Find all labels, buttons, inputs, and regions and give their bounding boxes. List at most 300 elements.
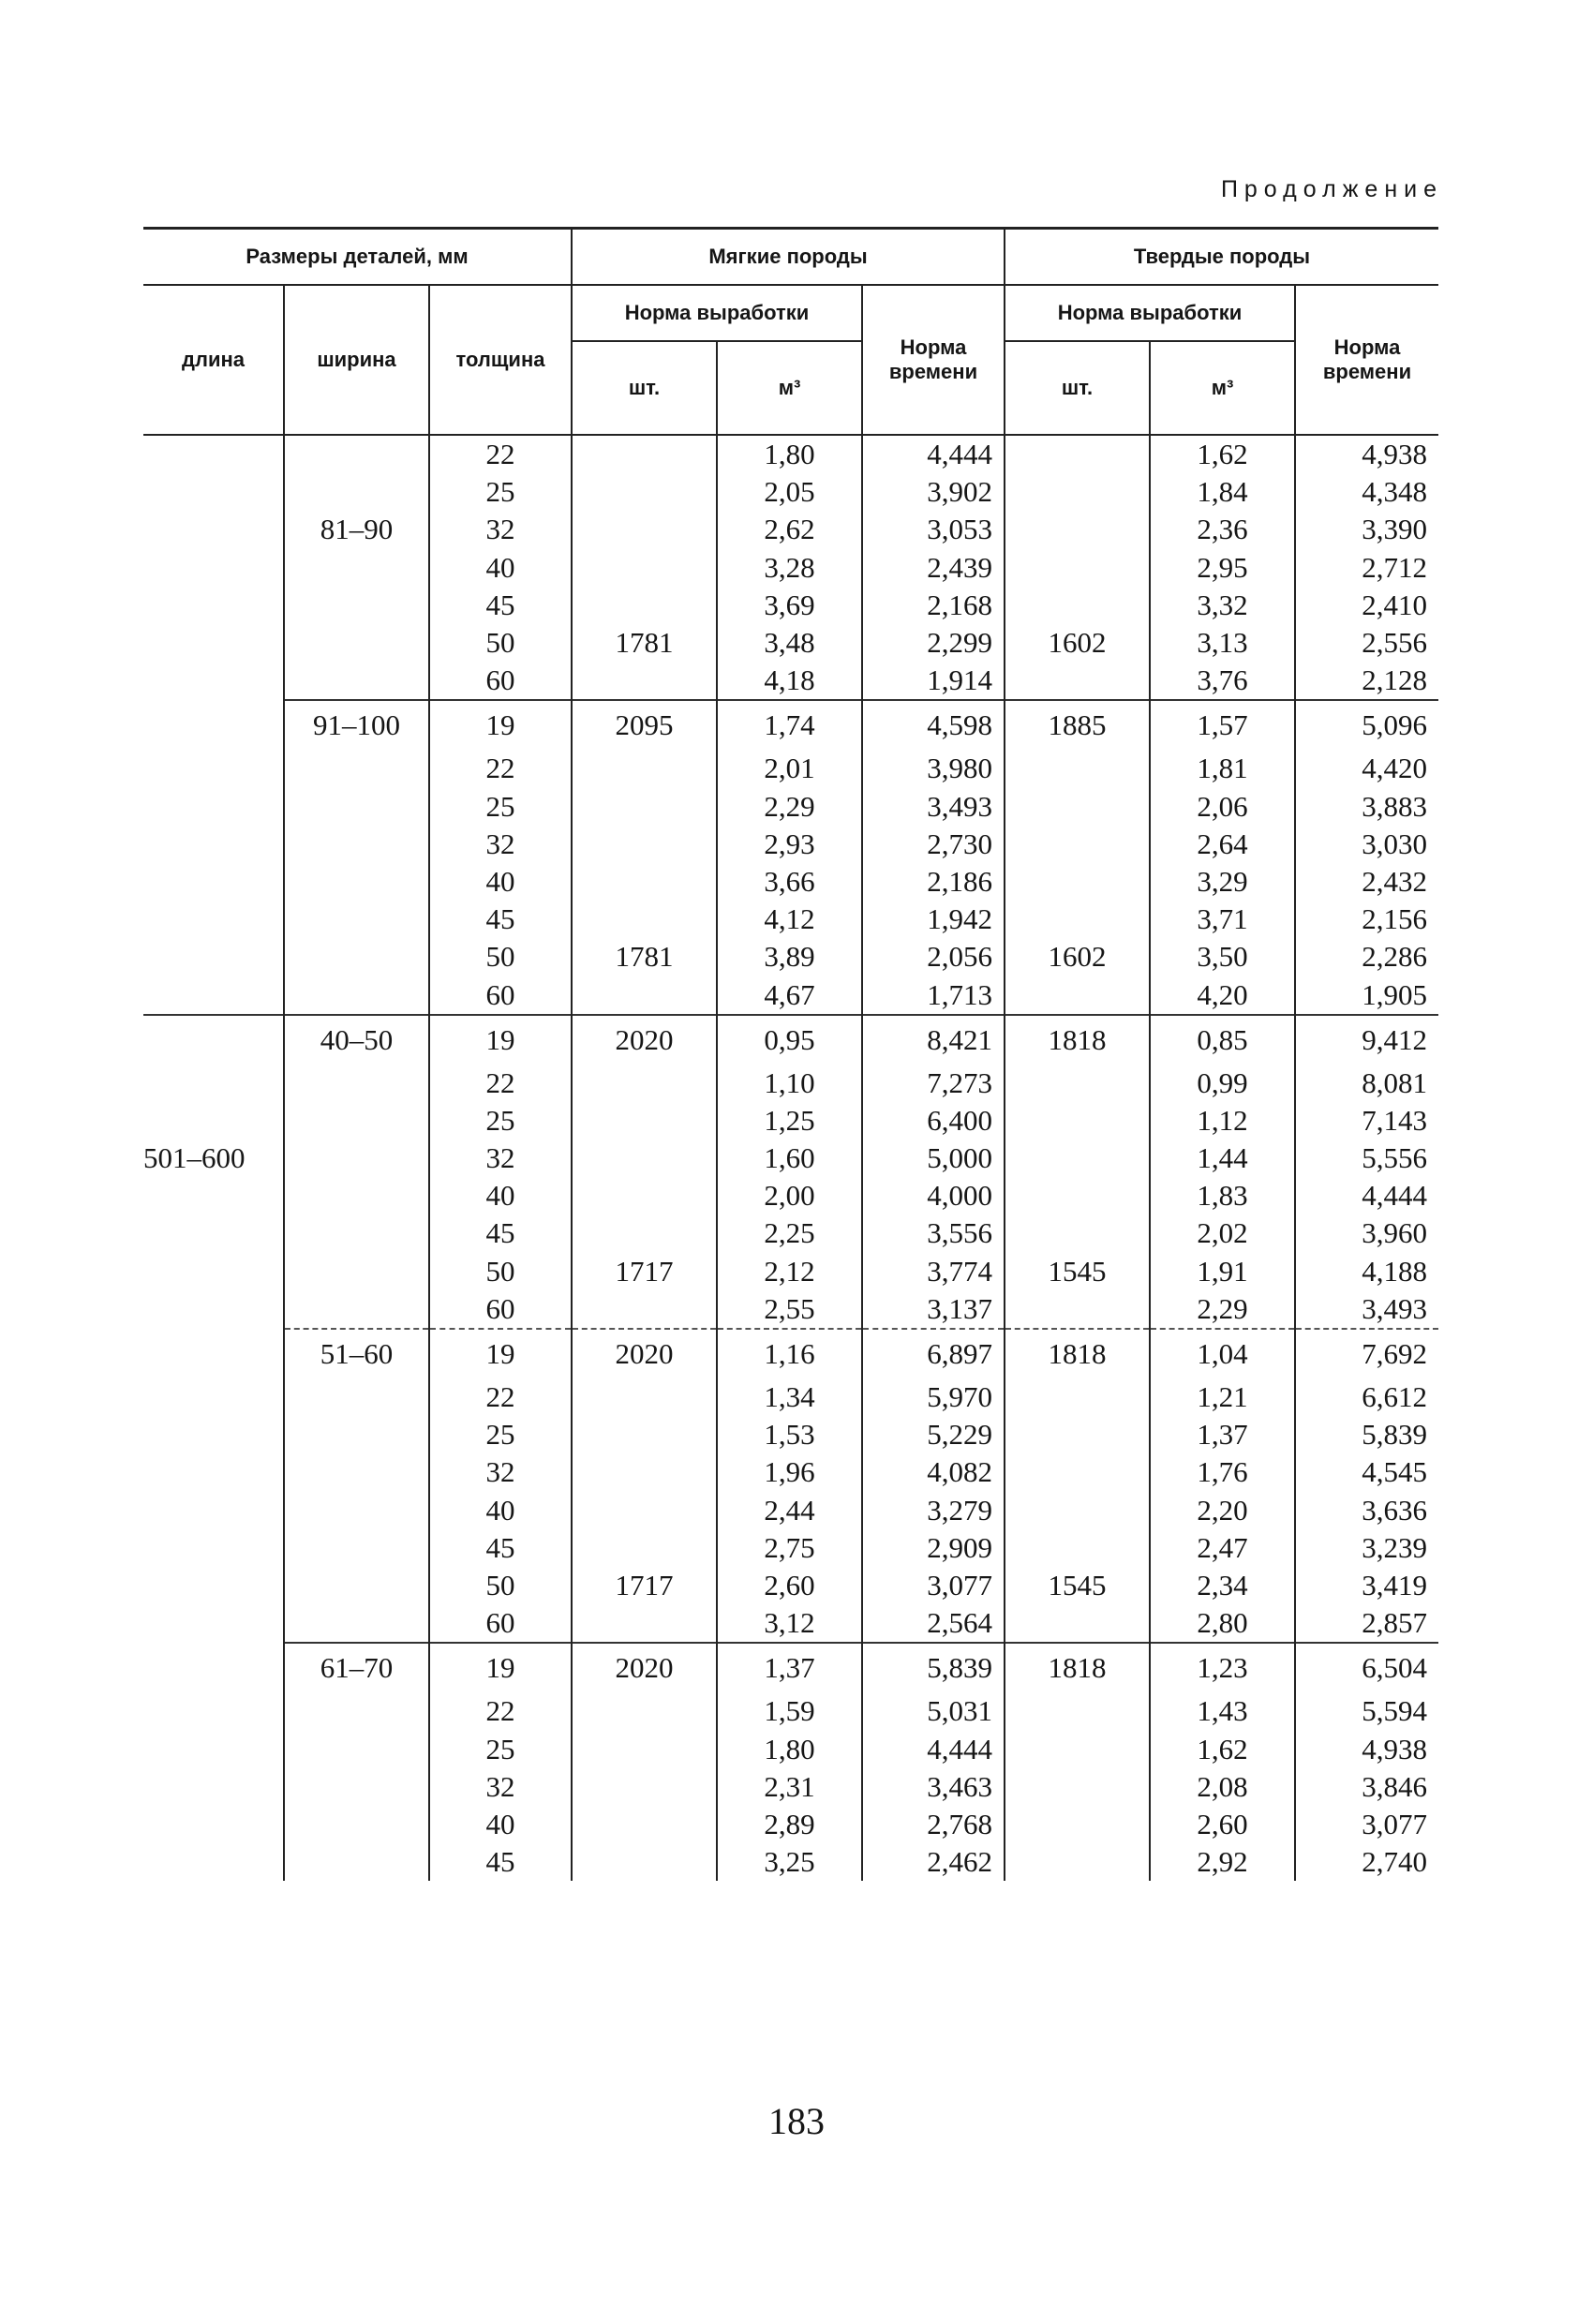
table-row (143, 1692, 1438, 1730)
table-row (143, 1378, 1438, 1416)
cell-hard-m3: 0,85 (1150, 1015, 1295, 1065)
cell-width: 51–60 (284, 1329, 429, 1378)
table-row (143, 1453, 1438, 1491)
cell-hard-time-norm: 4,938 (1295, 1730, 1438, 1767)
cell-hard-pcs (1005, 1102, 1150, 1140)
cell-soft-pcs (572, 473, 717, 511)
cell-thickness: 19 (429, 1015, 572, 1065)
cell-hard-m3: 4,20 (1150, 976, 1295, 1014)
cell-thickness: 45 (429, 1843, 572, 1881)
cell-thickness: 32 (429, 511, 572, 548)
cell-soft-pcs (572, 1843, 717, 1881)
cell-soft-pcs: 1781 (572, 938, 717, 976)
cell-soft-m3: 2,62 (717, 511, 862, 548)
cell-length (143, 750, 284, 787)
cell-length (143, 1416, 284, 1453)
cell-length (143, 863, 284, 901)
table-row (143, 662, 1438, 700)
cell-hard-pcs (1005, 788, 1150, 826)
cell-hard-m3: 1,21 (1150, 1378, 1295, 1416)
table-row (143, 587, 1438, 624)
cell-length (143, 1214, 284, 1252)
cell-width (284, 662, 429, 700)
cell-soft-pcs (572, 549, 717, 587)
cell-hard-time-norm: 3,419 (1295, 1567, 1438, 1604)
table-row (143, 435, 1438, 473)
cell-hard-time-norm: 8,081 (1295, 1065, 1438, 1102)
cell-hard-m3: 2,95 (1150, 549, 1295, 587)
cell-thickness: 45 (429, 1214, 572, 1252)
table-row (143, 1529, 1438, 1567)
cell-hard-time-norm: 3,636 (1295, 1492, 1438, 1529)
cell-width (284, 435, 429, 473)
cell-width (284, 1378, 429, 1416)
cell-length (143, 1378, 284, 1416)
cell-soft-time-norm: 3,053 (862, 511, 1005, 548)
cell-length (143, 1492, 284, 1529)
cell-width (284, 1692, 429, 1730)
cell-hard-pcs: 1545 (1005, 1567, 1150, 1604)
header-soft-m3: м³ (717, 341, 862, 435)
cell-soft-pcs (572, 1604, 717, 1643)
cell-soft-time-norm: 3,493 (862, 788, 1005, 826)
table-row (143, 1604, 1438, 1643)
cell-hard-time-norm: 3,883 (1295, 788, 1438, 826)
header-hard-wood: Твердые породы (1005, 229, 1438, 286)
cell-soft-time-norm: 2,462 (862, 1843, 1005, 1881)
cell-thickness: 50 (429, 938, 572, 976)
cell-thickness: 40 (429, 1177, 572, 1214)
cell-hard-pcs (1005, 662, 1150, 700)
cell-hard-m3: 3,50 (1150, 938, 1295, 976)
cell-width: 81–90 (284, 511, 429, 548)
cell-hard-m3: 2,64 (1150, 826, 1295, 863)
cell-soft-time-norm: 2,909 (862, 1529, 1005, 1567)
cell-thickness: 50 (429, 624, 572, 662)
cell-thickness: 25 (429, 1102, 572, 1140)
cell-width (284, 624, 429, 662)
cell-length (143, 826, 284, 863)
table-row (143, 1290, 1438, 1329)
cell-soft-m3: 2,12 (717, 1253, 862, 1290)
cell-soft-pcs: 2095 (572, 700, 717, 750)
cell-soft-m3: 1,80 (717, 435, 862, 473)
cell-thickness: 32 (429, 1453, 572, 1491)
header-length: длина (143, 285, 284, 435)
cell-width (284, 750, 429, 787)
cell-thickness: 19 (429, 1329, 572, 1378)
cell-soft-m3: 1,74 (717, 700, 862, 750)
cell-soft-pcs: 2020 (572, 1329, 717, 1378)
cell-soft-m3: 0,95 (717, 1015, 862, 1065)
cell-soft-time-norm: 2,056 (862, 938, 1005, 976)
cell-soft-pcs: 2020 (572, 1015, 717, 1065)
cell-length (143, 1177, 284, 1214)
cell-width (284, 1140, 429, 1177)
cell-soft-pcs (572, 1214, 717, 1252)
cell-soft-pcs (572, 901, 717, 938)
cell-soft-time-norm: 5,839 (862, 1643, 1005, 1692)
cell-hard-pcs (1005, 1604, 1150, 1643)
cell-thickness: 25 (429, 788, 572, 826)
cell-soft-m3: 3,28 (717, 549, 862, 587)
cell-soft-m3: 1,10 (717, 1065, 862, 1102)
table-row (143, 1015, 1438, 1065)
cell-soft-time-norm: 2,730 (862, 826, 1005, 863)
cell-thickness: 22 (429, 1065, 572, 1102)
norms-table-container (143, 227, 1438, 2087)
cell-width (284, 1567, 429, 1604)
cell-hard-time-norm: 9,412 (1295, 1015, 1438, 1065)
cell-soft-pcs (572, 662, 717, 700)
cell-width (284, 549, 429, 587)
cell-hard-pcs (1005, 1692, 1150, 1730)
cell-width: 61–70 (284, 1643, 429, 1692)
cell-hard-pcs (1005, 1453, 1150, 1491)
table-header (143, 229, 1438, 436)
cell-width (284, 901, 429, 938)
cell-hard-pcs (1005, 1177, 1150, 1214)
cell-soft-m3: 3,25 (717, 1843, 862, 1881)
cell-hard-pcs: 1818 (1005, 1643, 1150, 1692)
table-row (143, 863, 1438, 901)
cell-width (284, 826, 429, 863)
cell-width (284, 1843, 429, 1881)
cell-thickness: 45 (429, 587, 572, 624)
table-row (143, 473, 1438, 511)
cell-soft-time-norm: 8,421 (862, 1015, 1005, 1065)
cell-soft-time-norm: 4,082 (862, 1453, 1005, 1491)
cell-soft-pcs (572, 1065, 717, 1102)
cell-hard-pcs: 1818 (1005, 1015, 1150, 1065)
table-body (143, 435, 1438, 1881)
table-row (143, 1416, 1438, 1453)
cell-soft-time-norm: 2,439 (862, 549, 1005, 587)
table-row (143, 1643, 1438, 1692)
cell-hard-time-norm: 3,960 (1295, 1214, 1438, 1252)
cell-hard-pcs (1005, 435, 1150, 473)
cell-soft-time-norm: 3,902 (862, 473, 1005, 511)
cell-length (143, 473, 284, 511)
cell-length (143, 1453, 284, 1491)
cell-thickness: 25 (429, 1416, 572, 1453)
cell-width (284, 1806, 429, 1843)
cell-soft-m3: 3,12 (717, 1604, 862, 1643)
cell-hard-pcs (1005, 1492, 1150, 1529)
cell-soft-time-norm: 4,598 (862, 700, 1005, 750)
cell-hard-m3: 0,99 (1150, 1065, 1295, 1102)
cell-soft-m3: 2,93 (717, 826, 862, 863)
table-row (143, 1843, 1438, 1881)
cell-hard-time-norm: 2,410 (1295, 587, 1438, 624)
cell-hard-time-norm: 3,239 (1295, 1529, 1438, 1567)
cell-hard-m3: 1,12 (1150, 1102, 1295, 1140)
cell-length (143, 1329, 284, 1378)
cell-soft-pcs: 1717 (572, 1567, 717, 1604)
cell-soft-pcs (572, 1806, 717, 1843)
cell-soft-m3: 1,59 (717, 1692, 862, 1730)
cell-hard-m3: 3,32 (1150, 587, 1295, 624)
cell-hard-pcs (1005, 549, 1150, 587)
cell-soft-time-norm: 4,444 (862, 1730, 1005, 1767)
cell-hard-time-norm: 4,188 (1295, 1253, 1438, 1290)
cell-soft-m3: 1,60 (717, 1140, 862, 1177)
cell-hard-time-norm: 7,692 (1295, 1329, 1438, 1378)
cell-hard-time-norm: 3,030 (1295, 826, 1438, 863)
cell-soft-m3: 4,67 (717, 976, 862, 1014)
cell-soft-time-norm: 1,914 (862, 662, 1005, 700)
cell-soft-pcs (572, 587, 717, 624)
cell-soft-m3: 1,16 (717, 1329, 862, 1378)
cell-hard-time-norm: 3,390 (1295, 511, 1438, 548)
cell-length (143, 1567, 284, 1604)
cell-soft-time-norm: 3,774 (862, 1253, 1005, 1290)
cell-hard-pcs (1005, 863, 1150, 901)
table-row (143, 826, 1438, 863)
cell-length (143, 1529, 284, 1567)
cell-soft-time-norm: 2,168 (862, 587, 1005, 624)
header-soft-pcs: шт. (572, 341, 717, 435)
cell-soft-pcs (572, 1768, 717, 1806)
cell-soft-m3: 2,29 (717, 788, 862, 826)
cell-hard-m3: 3,29 (1150, 863, 1295, 901)
cell-length (143, 700, 284, 750)
cell-hard-time-norm: 2,712 (1295, 549, 1438, 587)
cell-length (143, 1643, 284, 1692)
cell-soft-pcs: 1717 (572, 1253, 717, 1290)
cell-thickness: 19 (429, 1643, 572, 1692)
cell-hard-pcs (1005, 1378, 1150, 1416)
cell-hard-time-norm: 2,156 (1295, 901, 1438, 938)
cell-soft-pcs (572, 1290, 717, 1329)
cell-length (143, 435, 284, 473)
cell-hard-m3: 1,91 (1150, 1253, 1295, 1290)
cell-width: 40–50 (284, 1015, 429, 1065)
continuation-label: Продолжение (1220, 176, 1443, 202)
cell-soft-pcs: 1781 (572, 624, 717, 662)
cell-thickness: 25 (429, 1730, 572, 1767)
cell-hard-pcs (1005, 1768, 1150, 1806)
cell-soft-m3: 4,18 (717, 662, 862, 700)
cell-thickness: 19 (429, 700, 572, 750)
cell-soft-time-norm: 1,713 (862, 976, 1005, 1014)
cell-width (284, 1730, 429, 1767)
cell-thickness: 60 (429, 1604, 572, 1643)
cell-hard-m3: 2,36 (1150, 511, 1295, 548)
cell-hard-time-norm: 2,740 (1295, 1843, 1438, 1881)
cell-hard-time-norm: 7,143 (1295, 1102, 1438, 1140)
header-hard-pcs: шт. (1005, 341, 1150, 435)
cell-hard-m3: 2,80 (1150, 1604, 1295, 1643)
cell-width (284, 1604, 429, 1643)
cell-hard-pcs: 1885 (1005, 700, 1150, 750)
cell-soft-pcs (572, 976, 717, 1014)
cell-soft-time-norm: 1,942 (862, 901, 1005, 938)
header-soft-output-norm: Норма выработки (572, 285, 862, 341)
cell-hard-time-norm: 3,493 (1295, 1290, 1438, 1329)
cell-length (143, 587, 284, 624)
cell-length (143, 788, 284, 826)
cell-hard-time-norm: 3,077 (1295, 1806, 1438, 1843)
cell-soft-m3: 1,80 (717, 1730, 862, 1767)
cell-soft-pcs (572, 511, 717, 548)
header-hard-output-norm: Норма выработки (1005, 285, 1295, 341)
cell-soft-time-norm: 6,400 (862, 1102, 1005, 1140)
cell-thickness: 32 (429, 826, 572, 863)
cell-soft-m3: 1,37 (717, 1643, 862, 1692)
norms-table (143, 227, 1438, 1881)
cell-width (284, 1290, 429, 1329)
cell-thickness: 45 (429, 1529, 572, 1567)
table-row (143, 976, 1438, 1014)
cell-hard-time-norm: 5,096 (1295, 700, 1438, 750)
cell-soft-time-norm: 3,077 (862, 1567, 1005, 1604)
cell-hard-time-norm: 4,420 (1295, 750, 1438, 787)
cell-soft-pcs (572, 1730, 717, 1767)
cell-soft-m3: 2,25 (717, 1214, 862, 1252)
cell-soft-time-norm: 4,000 (862, 1177, 1005, 1214)
cell-length (143, 1843, 284, 1881)
table-row (143, 1065, 1438, 1102)
cell-soft-pcs (572, 1529, 717, 1567)
cell-hard-m3: 2,60 (1150, 1806, 1295, 1843)
cell-soft-m3: 4,12 (717, 901, 862, 938)
cell-soft-m3: 1,25 (717, 1102, 862, 1140)
cell-hard-pcs (1005, 901, 1150, 938)
cell-soft-pcs (572, 1102, 717, 1140)
cell-soft-time-norm: 3,463 (862, 1768, 1005, 1806)
cell-hard-pcs (1005, 1843, 1150, 1881)
cell-soft-time-norm: 2,186 (862, 863, 1005, 901)
cell-hard-m3: 2,34 (1150, 1567, 1295, 1604)
table-row (143, 1492, 1438, 1529)
cell-soft-m3: 2,00 (717, 1177, 862, 1214)
table-row (143, 1806, 1438, 1843)
cell-hard-pcs (1005, 473, 1150, 511)
table-row (143, 750, 1438, 787)
cell-hard-time-norm: 1,905 (1295, 976, 1438, 1014)
cell-width: 91–100 (284, 700, 429, 750)
cell-soft-pcs (572, 863, 717, 901)
cell-soft-m3: 3,66 (717, 863, 862, 901)
cell-length (143, 1015, 284, 1065)
table-row (143, 700, 1438, 750)
cell-hard-pcs (1005, 587, 1150, 624)
cell-thickness: 22 (429, 750, 572, 787)
cell-length (143, 624, 284, 662)
cell-hard-m3: 3,13 (1150, 624, 1295, 662)
cell-length (143, 1102, 284, 1140)
cell-thickness: 32 (429, 1140, 572, 1177)
cell-soft-m3: 2,55 (717, 1290, 862, 1329)
cell-hard-time-norm: 6,612 (1295, 1378, 1438, 1416)
cell-soft-m3: 1,96 (717, 1453, 862, 1491)
cell-thickness: 50 (429, 1567, 572, 1604)
cell-width (284, 863, 429, 901)
cell-hard-pcs: 1602 (1005, 938, 1150, 976)
header-sizes: Размеры деталей, мм (143, 229, 572, 286)
header-soft-wood: Мягкие породы (572, 229, 1005, 286)
cell-width (284, 1214, 429, 1252)
cell-soft-m3: 2,05 (717, 473, 862, 511)
cell-length (143, 1730, 284, 1767)
cell-soft-pcs: 2020 (572, 1643, 717, 1692)
cell-hard-time-norm: 4,348 (1295, 473, 1438, 511)
cell-length (143, 1692, 284, 1730)
cell-soft-pcs (572, 1378, 717, 1416)
table-row (143, 1567, 1438, 1604)
cell-thickness: 40 (429, 1806, 572, 1843)
cell-thickness: 45 (429, 901, 572, 938)
cell-hard-time-norm: 3,846 (1295, 1768, 1438, 1806)
cell-width (284, 1065, 429, 1102)
cell-hard-m3: 3,71 (1150, 901, 1295, 938)
header-soft-time-norm: Норма времени (862, 285, 1005, 435)
header-hard-time-norm: Норма времени (1295, 285, 1438, 435)
cell-hard-m3: 1,43 (1150, 1692, 1295, 1730)
table-row (143, 1253, 1438, 1290)
cell-soft-time-norm: 7,273 (862, 1065, 1005, 1102)
cell-length (143, 1290, 284, 1329)
cell-length (143, 549, 284, 587)
cell-width (284, 1453, 429, 1491)
cell-hard-pcs (1005, 1730, 1150, 1767)
cell-thickness: 32 (429, 1768, 572, 1806)
cell-soft-pcs (572, 788, 717, 826)
cell-hard-pcs (1005, 826, 1150, 863)
cell-hard-m3: 2,47 (1150, 1529, 1295, 1567)
cell-hard-pcs (1005, 1290, 1150, 1329)
cell-length (143, 1253, 284, 1290)
header-hard-m3: м³ (1150, 341, 1295, 435)
cell-soft-pcs (572, 435, 717, 473)
cell-hard-time-norm: 2,857 (1295, 1604, 1438, 1643)
cell-thickness: 50 (429, 1253, 572, 1290)
cell-hard-m3: 1,23 (1150, 1643, 1295, 1692)
cell-width (284, 1416, 429, 1453)
cell-hard-m3: 2,08 (1150, 1768, 1295, 1806)
cell-hard-pcs (1005, 511, 1150, 548)
cell-thickness: 25 (429, 473, 572, 511)
cell-soft-time-norm: 4,444 (862, 435, 1005, 473)
cell-soft-pcs (572, 826, 717, 863)
cell-width (284, 473, 429, 511)
cell-hard-m3: 2,92 (1150, 1843, 1295, 1881)
cell-hard-time-norm: 4,545 (1295, 1453, 1438, 1491)
cell-thickness: 40 (429, 549, 572, 587)
cell-soft-time-norm: 3,279 (862, 1492, 1005, 1529)
cell-length (143, 1768, 284, 1806)
cell-hard-m3: 1,81 (1150, 750, 1295, 787)
cell-hard-time-norm: 2,556 (1295, 624, 1438, 662)
cell-thickness: 60 (429, 976, 572, 1014)
cell-soft-pcs (572, 750, 717, 787)
cell-hard-pcs: 1545 (1005, 1253, 1150, 1290)
cell-soft-time-norm: 3,980 (862, 750, 1005, 787)
cell-hard-m3: 1,44 (1150, 1140, 1295, 1177)
cell-hard-m3: 1,57 (1150, 700, 1295, 750)
table-row (143, 938, 1438, 976)
cell-length (143, 511, 284, 548)
cell-soft-m3: 1,53 (717, 1416, 862, 1453)
cell-soft-time-norm: 5,229 (862, 1416, 1005, 1453)
cell-thickness: 40 (429, 1492, 572, 1529)
table-row (143, 1177, 1438, 1214)
cell-soft-m3: 2,89 (717, 1806, 862, 1843)
cell-length (143, 662, 284, 700)
cell-soft-m3: 2,31 (717, 1768, 862, 1806)
table-row (143, 901, 1438, 938)
